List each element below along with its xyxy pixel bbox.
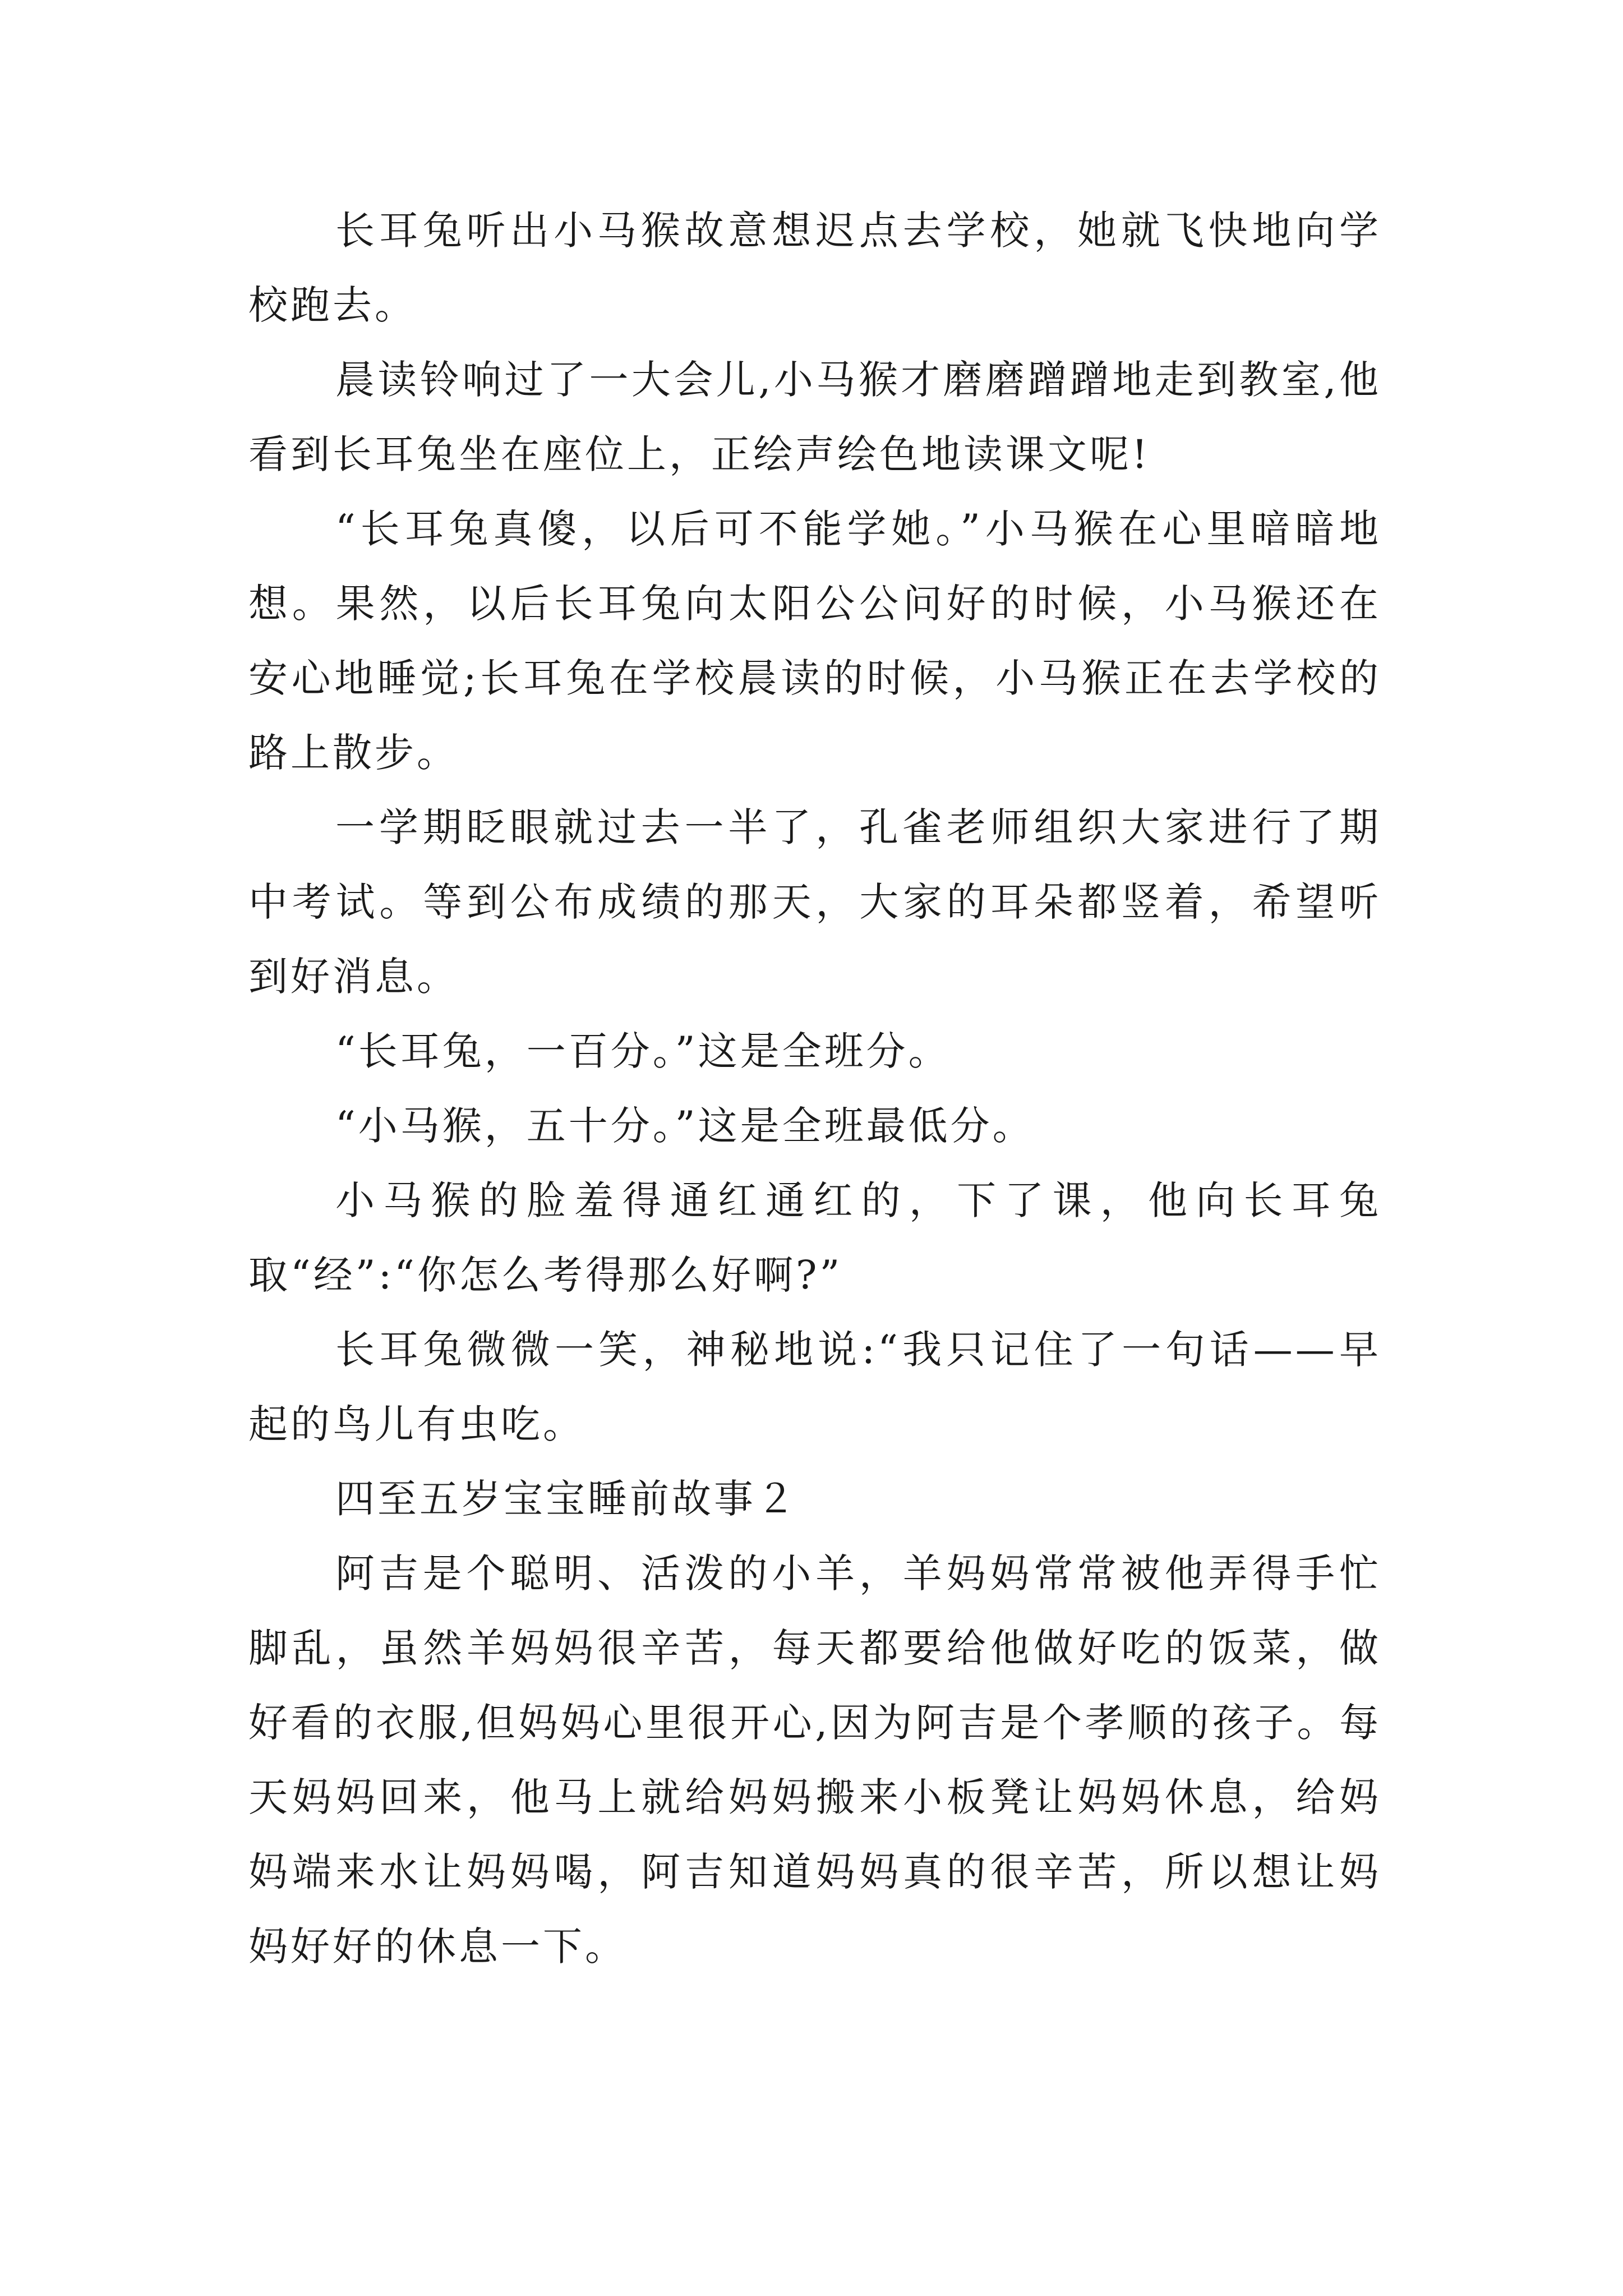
paragraph: 一学期眨眼就过去一半了，孔雀老师组织大家进行了期中考试。等到公布成绩的那天，大家的耳朵都竖着，希望听到好消息。 (248, 804, 1381, 1000)
paragraph: “长耳兔，一百分。”这是全班分。 (335, 1028, 951, 1074)
paragraph: 阿吉是个聪明、活泼的小羊，羊妈妈常常被他弄得手忙脚乱，虽然羊妈妈很辛苦，每天都要给他做好吃的饭菜，做好看的衣服,但妈妈心里很开心,因为阿吉是个孝顺的孩子。每天妈妈回来，他马上就给妈妈搬来小板凳让妈妈休息，给妈妈端来水让妈妈喝，阿吉知道妈妈真的很辛苦，所以想让妈妈好好的休息一下。 (248, 1550, 1381, 1970)
paragraph: 晨读铃响过了一大会儿,小马猴才磨磨蹭蹭地走到教室,他看到长耳兔坐在座位上，正绘声绘色地读课文呢! (248, 357, 1381, 477)
paragraph: 小马猴的脸羞得通红通红的，下了课，他向长耳兔取“经”:“你怎么考得那么好啊?” (248, 1177, 1381, 1298)
section-heading: 四至五岁宝宝睡前故事２ (335, 1476, 798, 1522)
paragraph: “小马猴，五十分。”这是全班最低分。 (335, 1103, 1035, 1149)
paragraph: “长耳兔真傻，以后可不能学她。”小马猴在心里暗暗地想。果然，以后长耳兔向太阳公公问好的时候，小马猴还在安心地睡觉;长耳兔在学校晨读的时候，小马猴正在去学校的路上散步。 (248, 506, 1381, 776)
story-text (248, 194, 1381, 1984)
paragraph: 长耳兔听出小马猴故意想迟点去学校，她就飞快地向学校跑去。 (248, 208, 1381, 328)
paragraph: 长耳兔微微一笑，神秘地说:“我只记住了一句话——早起的鸟儿有虫吃。 (248, 1327, 1381, 1447)
